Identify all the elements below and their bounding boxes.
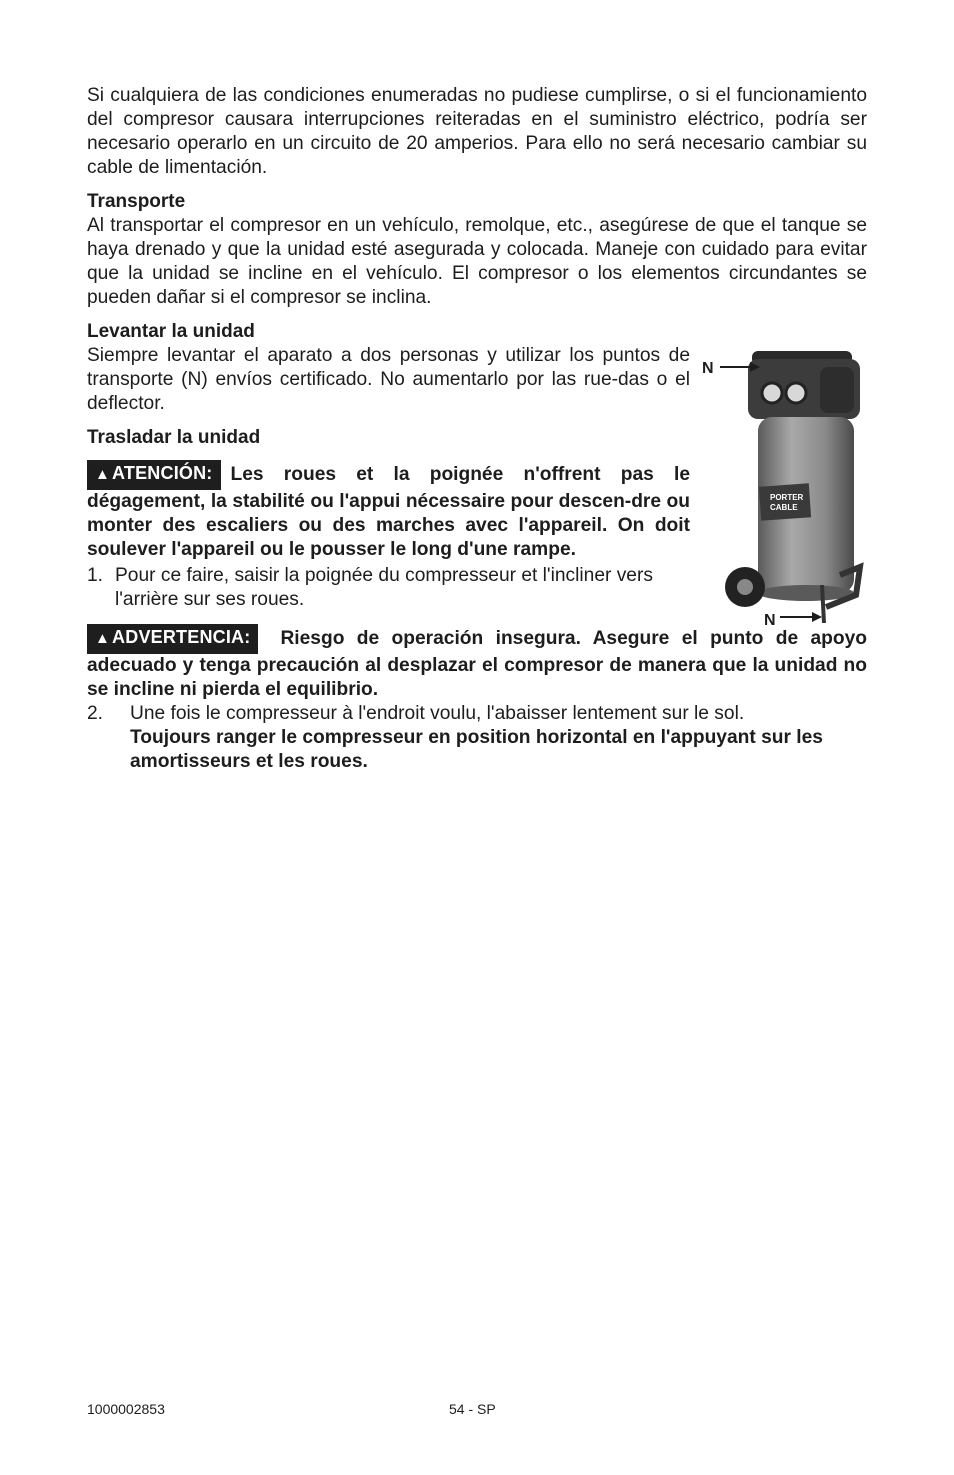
lift-heading: Levantar la unidad [87,321,255,342]
footer-part-number: 1000002853 [87,1401,165,1417]
step-2-text: Une fois le compresseur à l'endroit voulu, l'abaisser lentement sur le sol. [130,703,745,724]
label-n-bottom: N [764,612,776,629]
attention-notice [87,460,690,562]
warning-notice [87,624,867,702]
warning-badge: ▲ ADVERTENCIA: [87,624,258,654]
step-1-text: Pour ce faire, saisir la poignée du compresseur et l'incliner vers l'arrière sur ses roues. [115,565,653,610]
lift-paragraph: Siempre levantar el aparato a dos personas y utilizar los puntos de transporte (N) envíos certificado. No aumentarlo por las rue-das o el deflector. [87,345,690,414]
move-heading: Trasladar la unidad [87,427,261,448]
warning-triangle-icon: ▲ [95,630,111,647]
list-item-step-1 [87,564,690,612]
list-item-step-2 [87,702,867,774]
attention-badge: ▲ ATENCIÓN: [87,460,221,490]
warning-text: Riesgo de operación insegura. Asegure el punto de apoyo adecuado y tenga precaución al desplazar el compresor de manera que la unidad no se incline ni pierda el equilibrio. [87,628,867,700]
footer-page-number: 54 - SP [449,1401,496,1417]
step-2-bold-text: Toujours ranger le compresseur en position horizontal en l'appuyant sur les amortisseurs et les roues. [130,727,823,772]
transport-paragraph: Al transportar el compresor en un vehículo, remolque, etc., asegúrese de que el tanque se haya drenado y que la unidad esté asegurada y colocada. Maneje con cuidado para evitar que la unidad se incline en el vehículo. El compresor o los elementos circundantes se pueden dañar si el compresor se inclina. [87,215,867,308]
brand-line-2: CABLE [770,503,798,512]
brand-line-1: PORTER [770,493,804,502]
attention-text: Les roues et la poignée n'offrent pas le dégagement, la stabilité ou l'appui nécessaire pour descen-dre ou monter des escaliers ou des marches avec l'appareil. On doit soulever l'appareil ou le pousser le long d'une rampe. [87,464,690,560]
label-n-top: N [702,360,714,377]
compressor-illustration [700,345,870,635]
step-1-number: 1. [87,565,104,586]
intro-paragraph: Si cualquiera de las condiciones enumeradas no pudiese cumplirse, o si el funcionamiento del compresor causara interrupciones reiteradas en el suministro eléctrico, podría ser necesario operarlo en un circuito de 20 amperios. Para ello no será necesario cambiar su cable de limentación. [87,85,867,178]
transport-heading: Transporte [87,191,186,212]
compressor-figure [700,345,870,635]
step-2-number: 2. [87,703,104,724]
warning-triangle-icon: ▲ [95,466,111,483]
